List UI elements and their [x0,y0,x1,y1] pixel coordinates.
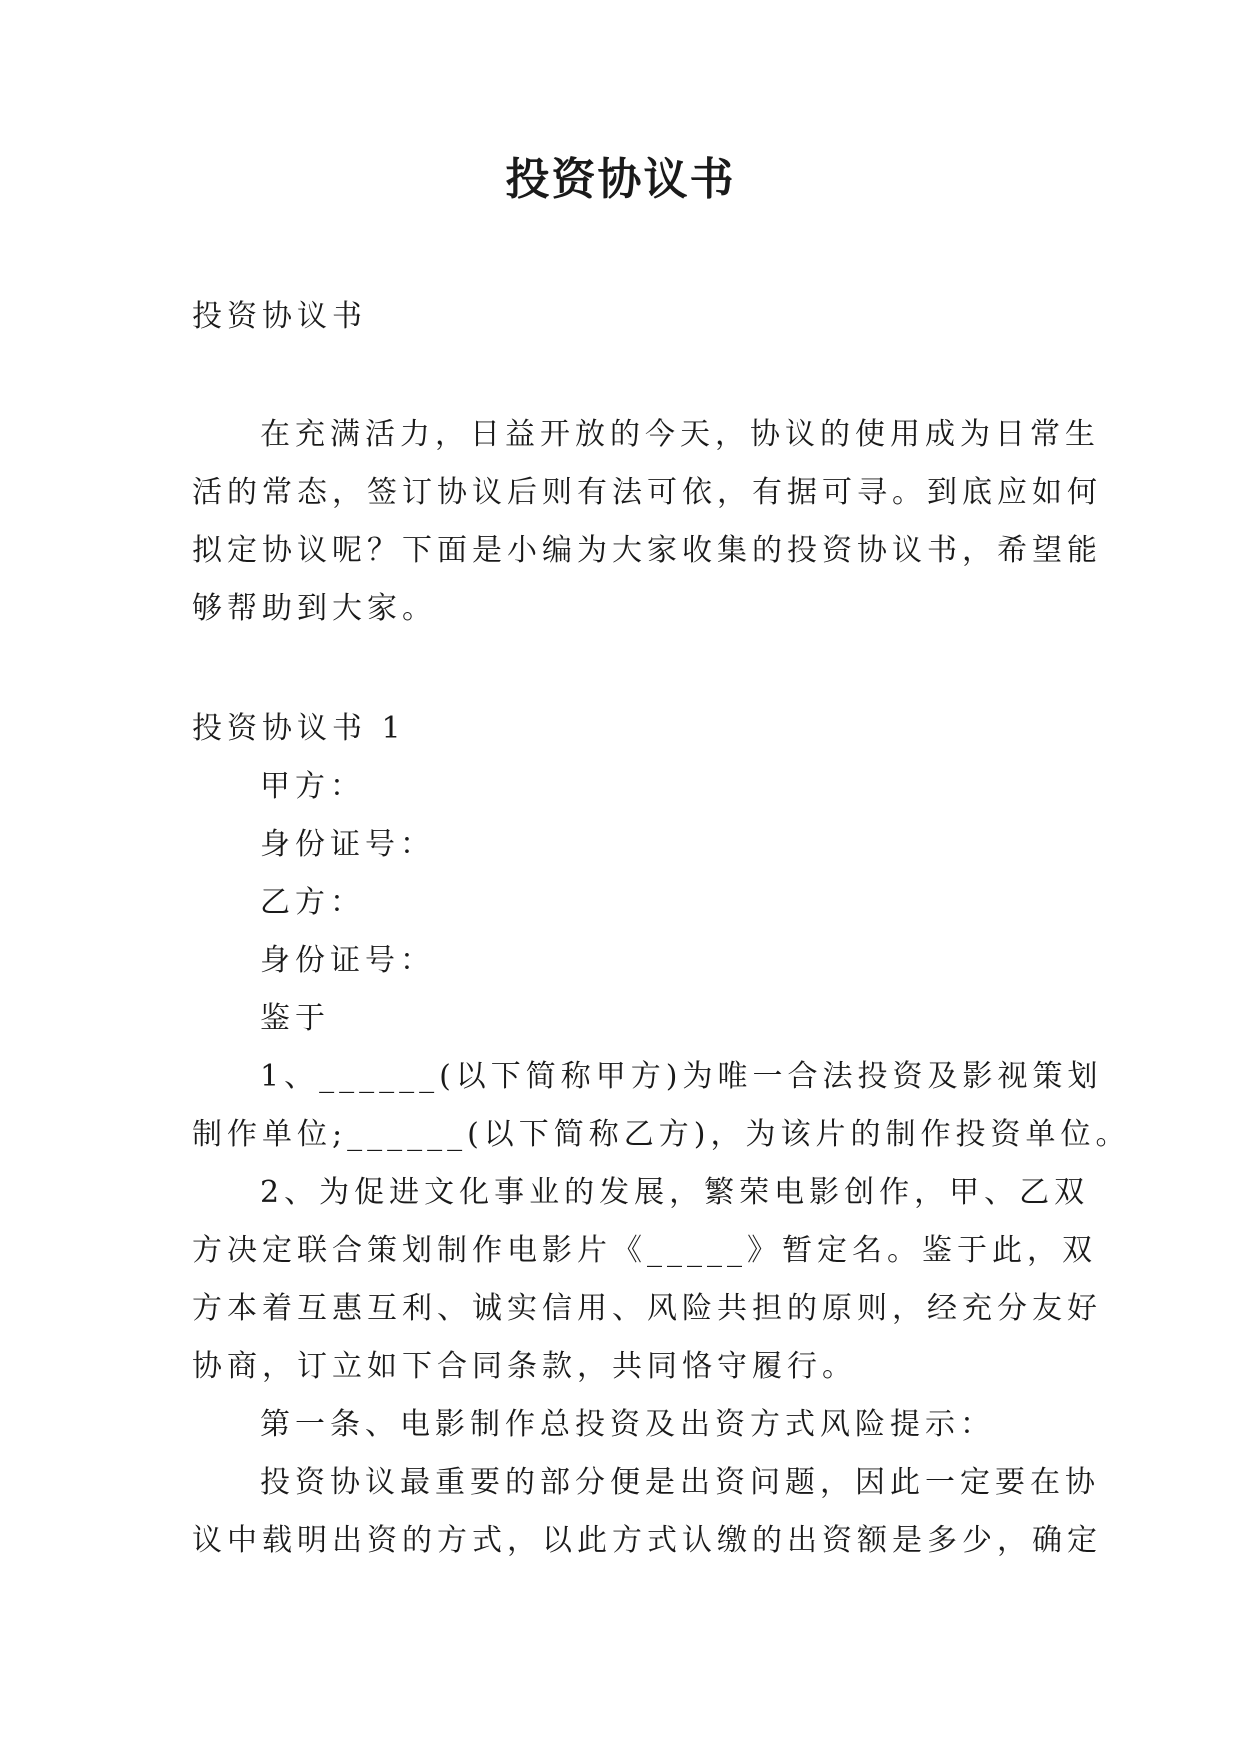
party-b-id-label: 身份证号： [260,943,435,978]
paragraph-line: 活的常态，签订协议后则有法可依，有据可寻。到底应如何 [192,475,1102,510]
clause-line: 方本着互惠互利、诚实信用、风险共担的原则，经充分友好 [192,1291,1102,1326]
clause-line: 方决定联合策划制作电影片《_____》暂定名。鉴于此，双 [192,1233,1097,1268]
party-a-label: 甲方： [260,769,365,804]
paragraph-line: 拟定协议呢？下面是小编为大家收集的投资协议书，希望能 [192,533,1102,568]
clause-line: 2、为促进文化事业的发展，繁荣电影创作，甲、乙双 [260,1175,1090,1210]
clause-line: 协商，订立如下合同条款，共同恪守履行。 [192,1349,857,1384]
intro-paragraph [192,406,1102,638]
clause-line: 投资协议最重要的部分便是出资问题，因此一定要在协 [260,1465,1100,1500]
section-heading: 投资协议书 1 [192,711,406,746]
clause-line: 议中载明出资的方式，以此方式认缴的出资额是多少，确定 [192,1523,1102,1558]
article-heading: 第一条、电影制作总投资及出资方式风险提示： [260,1407,995,1442]
party-a-id-label: 身份证号： [260,827,435,862]
agreement-section-1 [192,700,1131,1570]
paragraph-line: 够帮助到大家。 [192,591,437,626]
clause-line: 1、______(以下简称甲方)为唯一合法投资及影视策划 [260,1059,1103,1094]
paragraph-line: 在充满活力，日益开放的今天，协议的使用成为日常生 [260,417,1100,452]
document-title: 投资协议书 [505,154,736,205]
party-b-label: 乙方： [260,885,365,920]
subtitle-line: 投资协议书 [192,299,367,334]
whereas-label: 鉴于 [260,1001,330,1036]
document-subtitle [192,288,1062,346]
clause-line: 制作单位;______(以下简称乙方)，为该片的制作投资单位。 [192,1117,1131,1152]
